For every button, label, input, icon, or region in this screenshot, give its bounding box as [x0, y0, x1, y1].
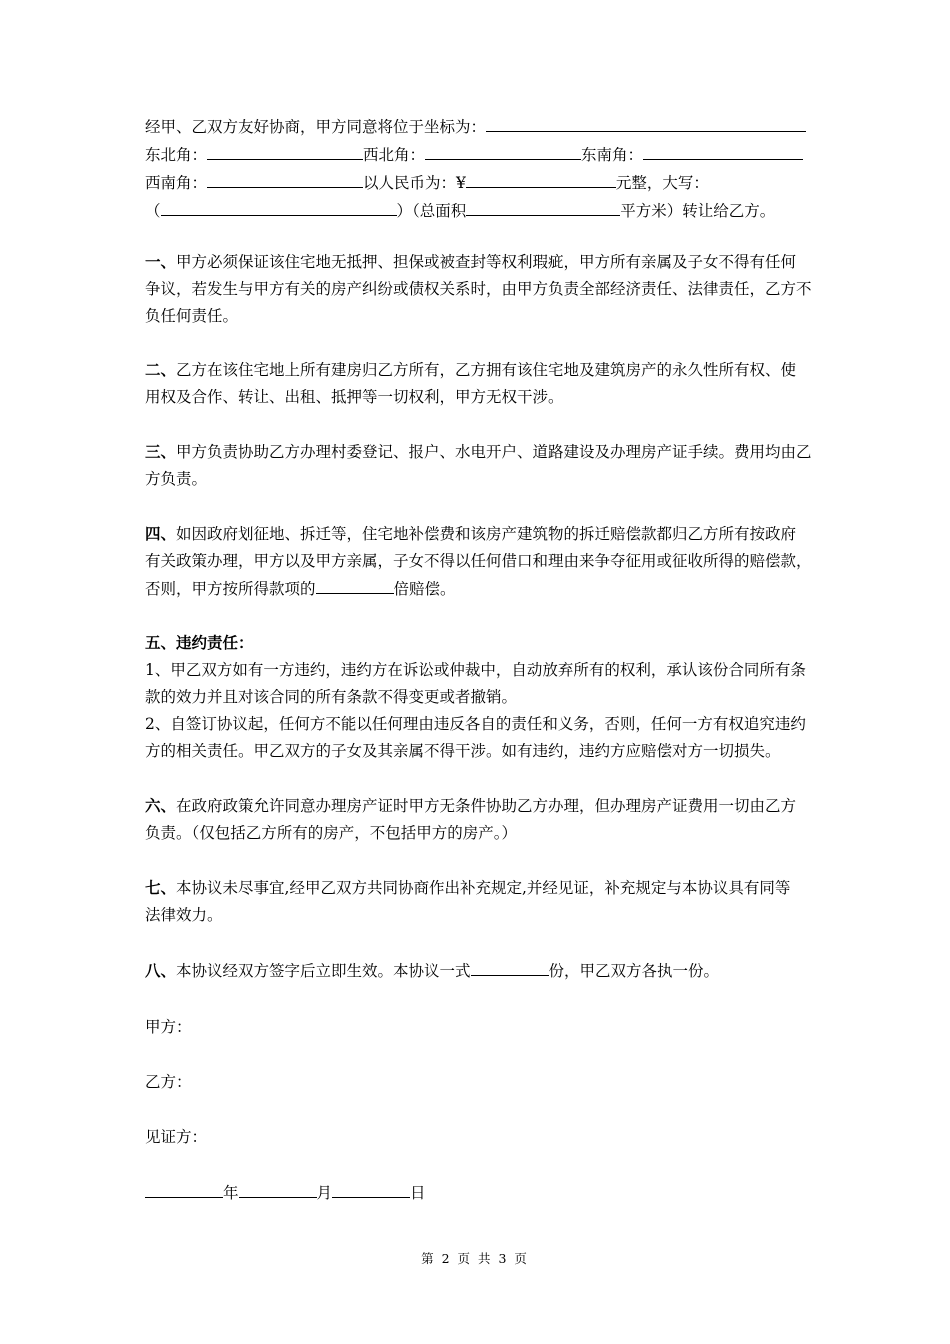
clause-text: 倍赔偿。	[393, 580, 456, 598]
month-label: 月	[316, 1184, 333, 1202]
northwest-blank[interactable]	[425, 143, 581, 160]
southwest-blank[interactable]	[207, 171, 363, 188]
intro-text: 经甲、乙双方友好协商，甲方同意将位于坐标为：	[145, 118, 487, 136]
clause-text: 乙方在该住宅地上所有建房归乙方所有，乙方拥有该住宅地及建筑房产的永久性所有权、使	[176, 361, 797, 379]
clause-text: 1、甲乙双方如有一方违约，违约方在诉讼或仲裁中，自动放弃所有的权利，承认该份合同所有条	[145, 661, 806, 679]
day-blank[interactable]	[332, 1181, 410, 1198]
clause-7-line-1	[145, 877, 790, 899]
party-a-label: 甲方：	[145, 1018, 192, 1036]
clause-text: 如因政府划征地、拆迁等，住宅地补偿费和该房产建筑物的拆迁赔偿款都归乙方所有按政府	[176, 525, 797, 543]
clause-5-title: 五、违约责任：	[145, 633, 254, 652]
clause-text: 本协议经双方签字后立即生效。本协议一式	[176, 962, 471, 980]
southeast-label: 东南角：	[581, 146, 644, 164]
price-label: 以人民币为：¥	[363, 174, 466, 192]
clause-text: 负任何责任。	[145, 307, 239, 325]
year-blank[interactable]	[145, 1181, 223, 1198]
clause-3-number: 三、	[145, 442, 177, 461]
intro-line-2	[145, 143, 803, 165]
northwest-label: 西北角：	[363, 146, 426, 164]
clause-text: 有关政策办理，甲方以及甲方亲属，子女不得以任何借口和理由来争夺征用或征收所得的赔偿款，	[145, 552, 812, 570]
clause-1-line-3	[145, 305, 238, 327]
witness-signature	[145, 1126, 207, 1148]
date-line	[145, 1181, 426, 1203]
transfer-text: 平方米）转让给乙方。	[620, 202, 776, 220]
clause-5-heading	[145, 632, 254, 654]
clause-2-line-1	[145, 359, 796, 381]
clause-text: 否则，甲方按所得款项的	[145, 580, 316, 598]
clause-text: 款的效力并且对该合同的所有条款不得变更或者撤销。	[145, 688, 518, 706]
southeast-blank[interactable]	[643, 143, 803, 160]
clause-6-line-1	[145, 795, 796, 817]
clause-1-line-1	[145, 251, 796, 273]
clause-3-line-2	[145, 468, 207, 490]
witness-label: 见证方：	[145, 1128, 208, 1146]
clause-7-number: 七、	[145, 878, 177, 897]
day-label: 日	[410, 1184, 426, 1202]
price-words-label: 元整，大写：	[615, 174, 709, 192]
clause-1-line-2	[145, 278, 812, 300]
area-label: ）（总面积	[396, 202, 467, 220]
clause-5-item-2-line-1	[145, 713, 806, 735]
intro-line-4	[145, 199, 775, 221]
southwest-label: 西南角：	[145, 174, 208, 192]
clause-8-line-1	[145, 959, 719, 981]
clause-6-number: 六、	[145, 796, 177, 815]
price-words-blank[interactable]	[161, 199, 397, 216]
year-label: 年	[223, 1184, 239, 1202]
clause-4-line-2	[145, 550, 812, 572]
clause-text: 2、自签订协议起，任何方不能以任何理由违反各自的责任和义务，否则，任何一方有权追究违约	[145, 715, 806, 733]
month-blank[interactable]	[239, 1181, 317, 1198]
clause-6-line-2	[145, 822, 517, 844]
clause-2-line-2	[145, 386, 564, 408]
clause-5-item-1-line-1	[145, 659, 806, 681]
northeast-blank[interactable]	[207, 143, 363, 160]
clause-text: 法律效力。	[145, 906, 223, 924]
clause-text: 方的相关责任。甲乙双方的子女及其亲属不得干涉。如有违约，违约方应赔偿对方一切损失。	[145, 742, 781, 760]
page-footer: 第 2 页 共 3 页	[421, 1251, 529, 1266]
area-blank[interactable]	[466, 199, 620, 216]
clause-text: 甲方必须保证该住宅地无抵押、担保或被查封等权利瑕疵，甲方所有亲属及子女不得有任何	[176, 253, 797, 271]
clause-text: 甲方负责协助乙方办理村委登记、报户、水电开户、道路建设及办理房产证手续。费用均由乙	[176, 443, 812, 461]
clause-text: 份，甲乙双方各执一份。	[548, 962, 720, 980]
party-b-label: 乙方：	[145, 1073, 192, 1091]
clause-text: 方负责。	[145, 470, 208, 488]
intro-line-1	[145, 115, 806, 137]
clause-5-item-1-line-2	[145, 686, 517, 708]
price-blank[interactable]	[466, 171, 616, 188]
paren-open: （	[145, 202, 161, 220]
clause-text: 负责。（仅包括乙方所有的房产，不包括甲方的房产。）	[145, 824, 518, 842]
clause-5-item-2-line-2	[145, 740, 781, 762]
clause-4-line-1	[145, 523, 796, 545]
clause-text: 争议，若发生与甲方有关的房产纠纷或债权关系时，由甲方负责全部经济责任、法律责任，乙方不	[145, 280, 812, 298]
clause-4-number: 四、	[145, 524, 177, 543]
northeast-label: 东北角：	[145, 146, 208, 164]
copies-blank[interactable]	[471, 959, 549, 976]
party-b-signature	[145, 1071, 192, 1093]
clause-text: 用权及合作、转让、出租、抵押等一切权利，甲方无权干涉。	[145, 388, 564, 406]
clause-1-number: 一、	[145, 252, 177, 271]
clause-text: 在政府政策允许同意办理房产证时甲方无条件协助乙方办理，但办理房产证费用一切由乙方	[176, 797, 797, 815]
clause-text: 本协议未尽事宜,经甲乙双方共同协商作出补充规定,并经见证，补充规定与本协议具有同等	[176, 879, 791, 897]
intro-line-3	[145, 171, 709, 193]
clause-3-line-1	[145, 441, 812, 463]
clause-7-line-2	[145, 904, 223, 926]
clause-4-line-3	[145, 577, 456, 599]
compensation-multiple-blank[interactable]	[316, 577, 394, 594]
clause-8-number: 八、	[145, 961, 177, 980]
party-a-signature	[145, 1016, 192, 1038]
coordinate-blank[interactable]	[486, 115, 806, 132]
clause-2-number: 二、	[145, 360, 177, 379]
